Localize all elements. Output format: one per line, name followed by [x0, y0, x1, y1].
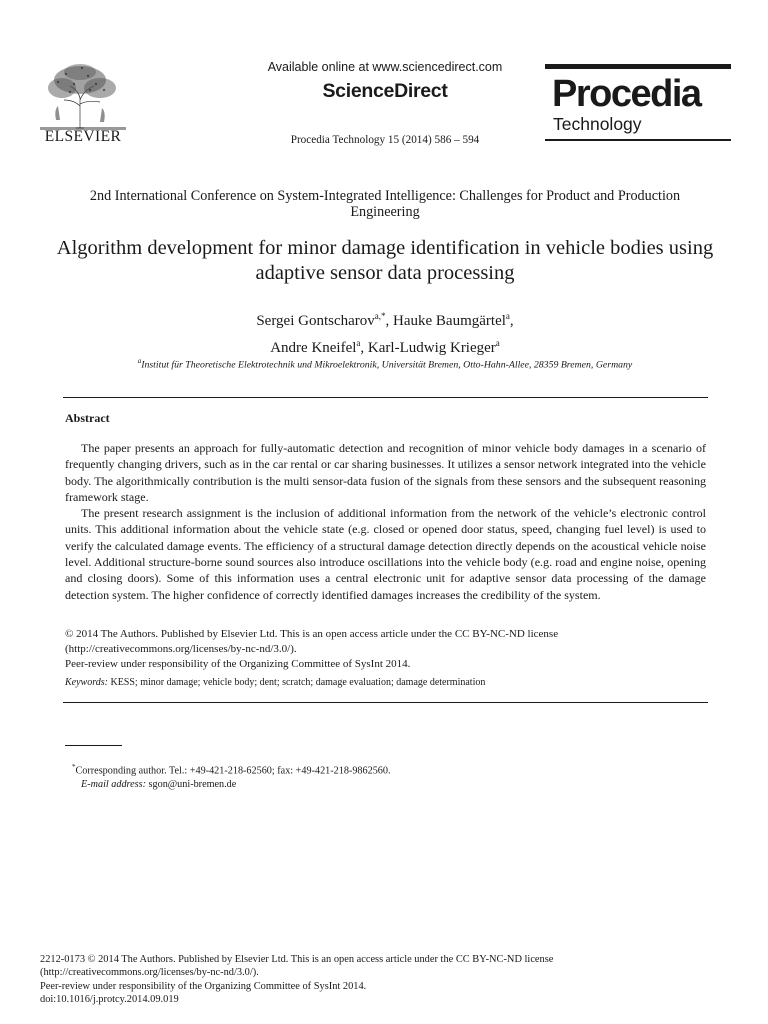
corresponding-author-note [72, 763, 672, 776]
affiliation-mark: a [137, 357, 142, 365]
license-link[interactable]: (http://creativecommons.org/licenses/by-nc-nd/3.0/). [65, 642, 297, 655]
affiliation-text: Institut für Theoretische Elektrotechnik und Mikroelektronik, Universität Bremen, Otto-Hahn-Allee, 28359 Bremen, Germany [141, 359, 633, 371]
corresponding-author-text: Corresponding author. Tel.: +49-421-218-62560; fax: +49-421-218-9862560. [75, 765, 391, 777]
author-name: Andre Kneifel [270, 340, 357, 356]
author-separator: , [385, 313, 394, 329]
abstract-top-divider [63, 397, 708, 398]
sciencedirect-logo: ScienceDirect [322, 80, 448, 102]
footer-license-link[interactable]: (http://creativecommons.org/licenses/by-nc-nd/3.0/). [40, 967, 259, 979]
abstract-paragraph: The present research assignment is the inclusion of additional information from the network of the vehicle’s electronic control units. This additional information about the vehicle state (e.g. closed or opened door status, speed, changing fuel level) is used to verify the calculated damage events. The efficiency of a structural damage detection directly depends on the acoustical vehicle noise level. Additional structure-borne sound sources also introduce oscillations into the vehicle body (e.g. road and engine noise, opening and closing doors). Some of this information uses a central electronic unit for adaptive sensor data processing of the damage detection system. The higher confidence of correctly identified damages increases the credibility of the system. [65, 506, 706, 602]
copyright-line: © 2014 The Authors. Published by Elsevier Ltd. This is an open access article under the CC BY-NC-ND license [65, 628, 559, 640]
journal-reference: Procedia Technology 15 (2014) 586 – 594 [290, 134, 480, 146]
publisher-name: ELSEVIER [44, 128, 122, 145]
keywords-label: Keywords: [65, 677, 108, 688]
email-note [81, 779, 681, 790]
email-label: E-mail address: [81, 779, 146, 790]
author-affil-mark: a,* [374, 311, 386, 321]
page-footer [40, 953, 740, 1007]
procedia-logo: Procedia [552, 73, 701, 115]
author-name: Karl-Ludwig Krieger [367, 340, 496, 356]
peer-review-note: Peer-review under responsibility of the Organizing Committee of SysInt 2014. [65, 657, 411, 670]
footnote-mark: * [72, 763, 76, 771]
copyright-block [65, 627, 706, 671]
author-name: Hauke Baumgärtel [393, 313, 506, 329]
author-affil-mark: a [356, 338, 361, 348]
available-online-link[interactable]: Available online at www.sciencedirect.com [267, 60, 503, 74]
conference-name: 2nd International Conference on System-Integrated Intelligence: Challenges for Product and Production Engineering [89, 188, 681, 220]
procedia-logo-subtitle: Technology [553, 114, 642, 134]
footer-peer-review: Peer-review under responsibility of the Organizing Committee of SysInt 2014. [40, 980, 367, 992]
author-separator: , [360, 340, 368, 356]
footer-issn-line: 2212-0173 © 2014 The Authors. Published by Elsevier Ltd. This is an open access article under the CC BY-NC-ND license [40, 954, 554, 965]
elsevier-tree-logo [40, 60, 126, 130]
author-affil-mark: a [505, 311, 510, 321]
author-name: Sergei Gontscharov [256, 313, 375, 329]
abstract-heading: Abstract [65, 411, 110, 425]
author-separator: , [509, 313, 514, 329]
author-list [100, 305, 670, 359]
abstract-bottom-divider [63, 702, 708, 703]
footnote-rule [65, 745, 122, 746]
paper-title: Algorithm development for minor damage identification in vehicle bodies using adaptive sensor data processing [56, 237, 714, 284]
abstract-paragraph: The paper presents an approach for fully-automatic detection and recognition of minor vehicle body damages in a scenario of frequently changing drivers, such as in the car rental or car sharing businesses. It utilizes a sensor network integrated into the vehicle body. The algorithmically contribution is the multi sensor-data fusion of the signals from these sensors and the subsequent reasoning framework stage. [65, 441, 706, 504]
email-link[interactable]: sgon@uni-bremen.de [146, 779, 237, 790]
keywords-list: KESS; minor damage; vehicle body; dent; scratch; damage evaluation; damage determination [107, 677, 486, 688]
keywords-line [65, 677, 706, 688]
affiliation [70, 357, 700, 370]
procedia-bottom-rule [545, 139, 731, 141]
procedia-top-rule [545, 64, 731, 69]
author-affil-mark: a [495, 338, 500, 348]
abstract-body [65, 440, 706, 603]
footer-doi[interactable]: doi:10.1016/j.protcy.2014.09.019 [40, 994, 179, 1006]
